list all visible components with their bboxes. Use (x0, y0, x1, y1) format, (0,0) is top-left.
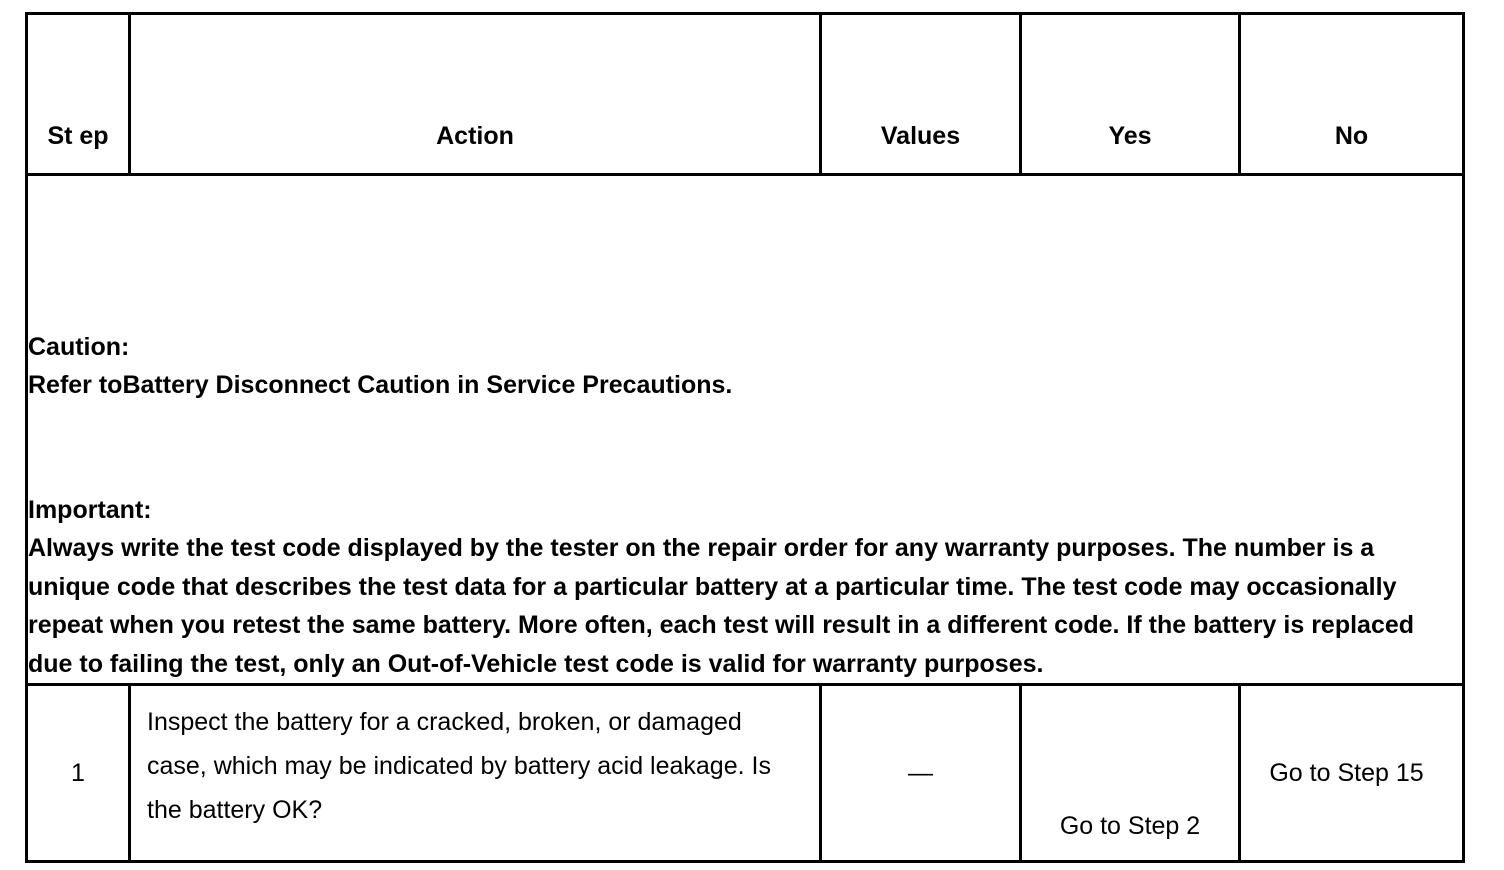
important-text: Always write the test code displayed by the tester on the repair order for any warranty purposes. The number is a unique code that describes the test data for a particular battery at a particular time. The test code may occasionally repeat when you retest the same battery. More often, each test will result in a different code. If the battery is replaced due to failing the test, only an Out-of-Vehicle test code is valid for warranty purposes. (28, 534, 1415, 678)
step-values: — (821, 685, 1021, 862)
notes-cell (27, 175, 1464, 685)
caution-label: Caution: (28, 332, 130, 361)
header-values: Values (821, 14, 1021, 175)
step-action: Inspect the battery for a cracked, broken, or damaged case, which may be indicated by battery acid leakage. Is the battery OK? (130, 685, 821, 862)
notes-row (27, 175, 1464, 685)
caution-text: Refer toBattery Disconnect Caution in Service Precautions. (28, 371, 733, 399)
step-yes: Go to Step 2 (1021, 685, 1240, 862)
diagnostic-table (25, 12, 1465, 863)
header-no: No (1240, 14, 1464, 175)
step-number: 1 (27, 685, 130, 862)
header-row (27, 14, 1464, 175)
table-row (27, 685, 1464, 862)
step-no: Go to Step 15 (1240, 685, 1464, 862)
header-yes: Yes (1021, 14, 1240, 175)
important-label: Important: (28, 495, 152, 524)
notes-spacer (28, 405, 1462, 491)
header-action: Action (130, 14, 821, 175)
header-step: St ep (27, 14, 130, 175)
